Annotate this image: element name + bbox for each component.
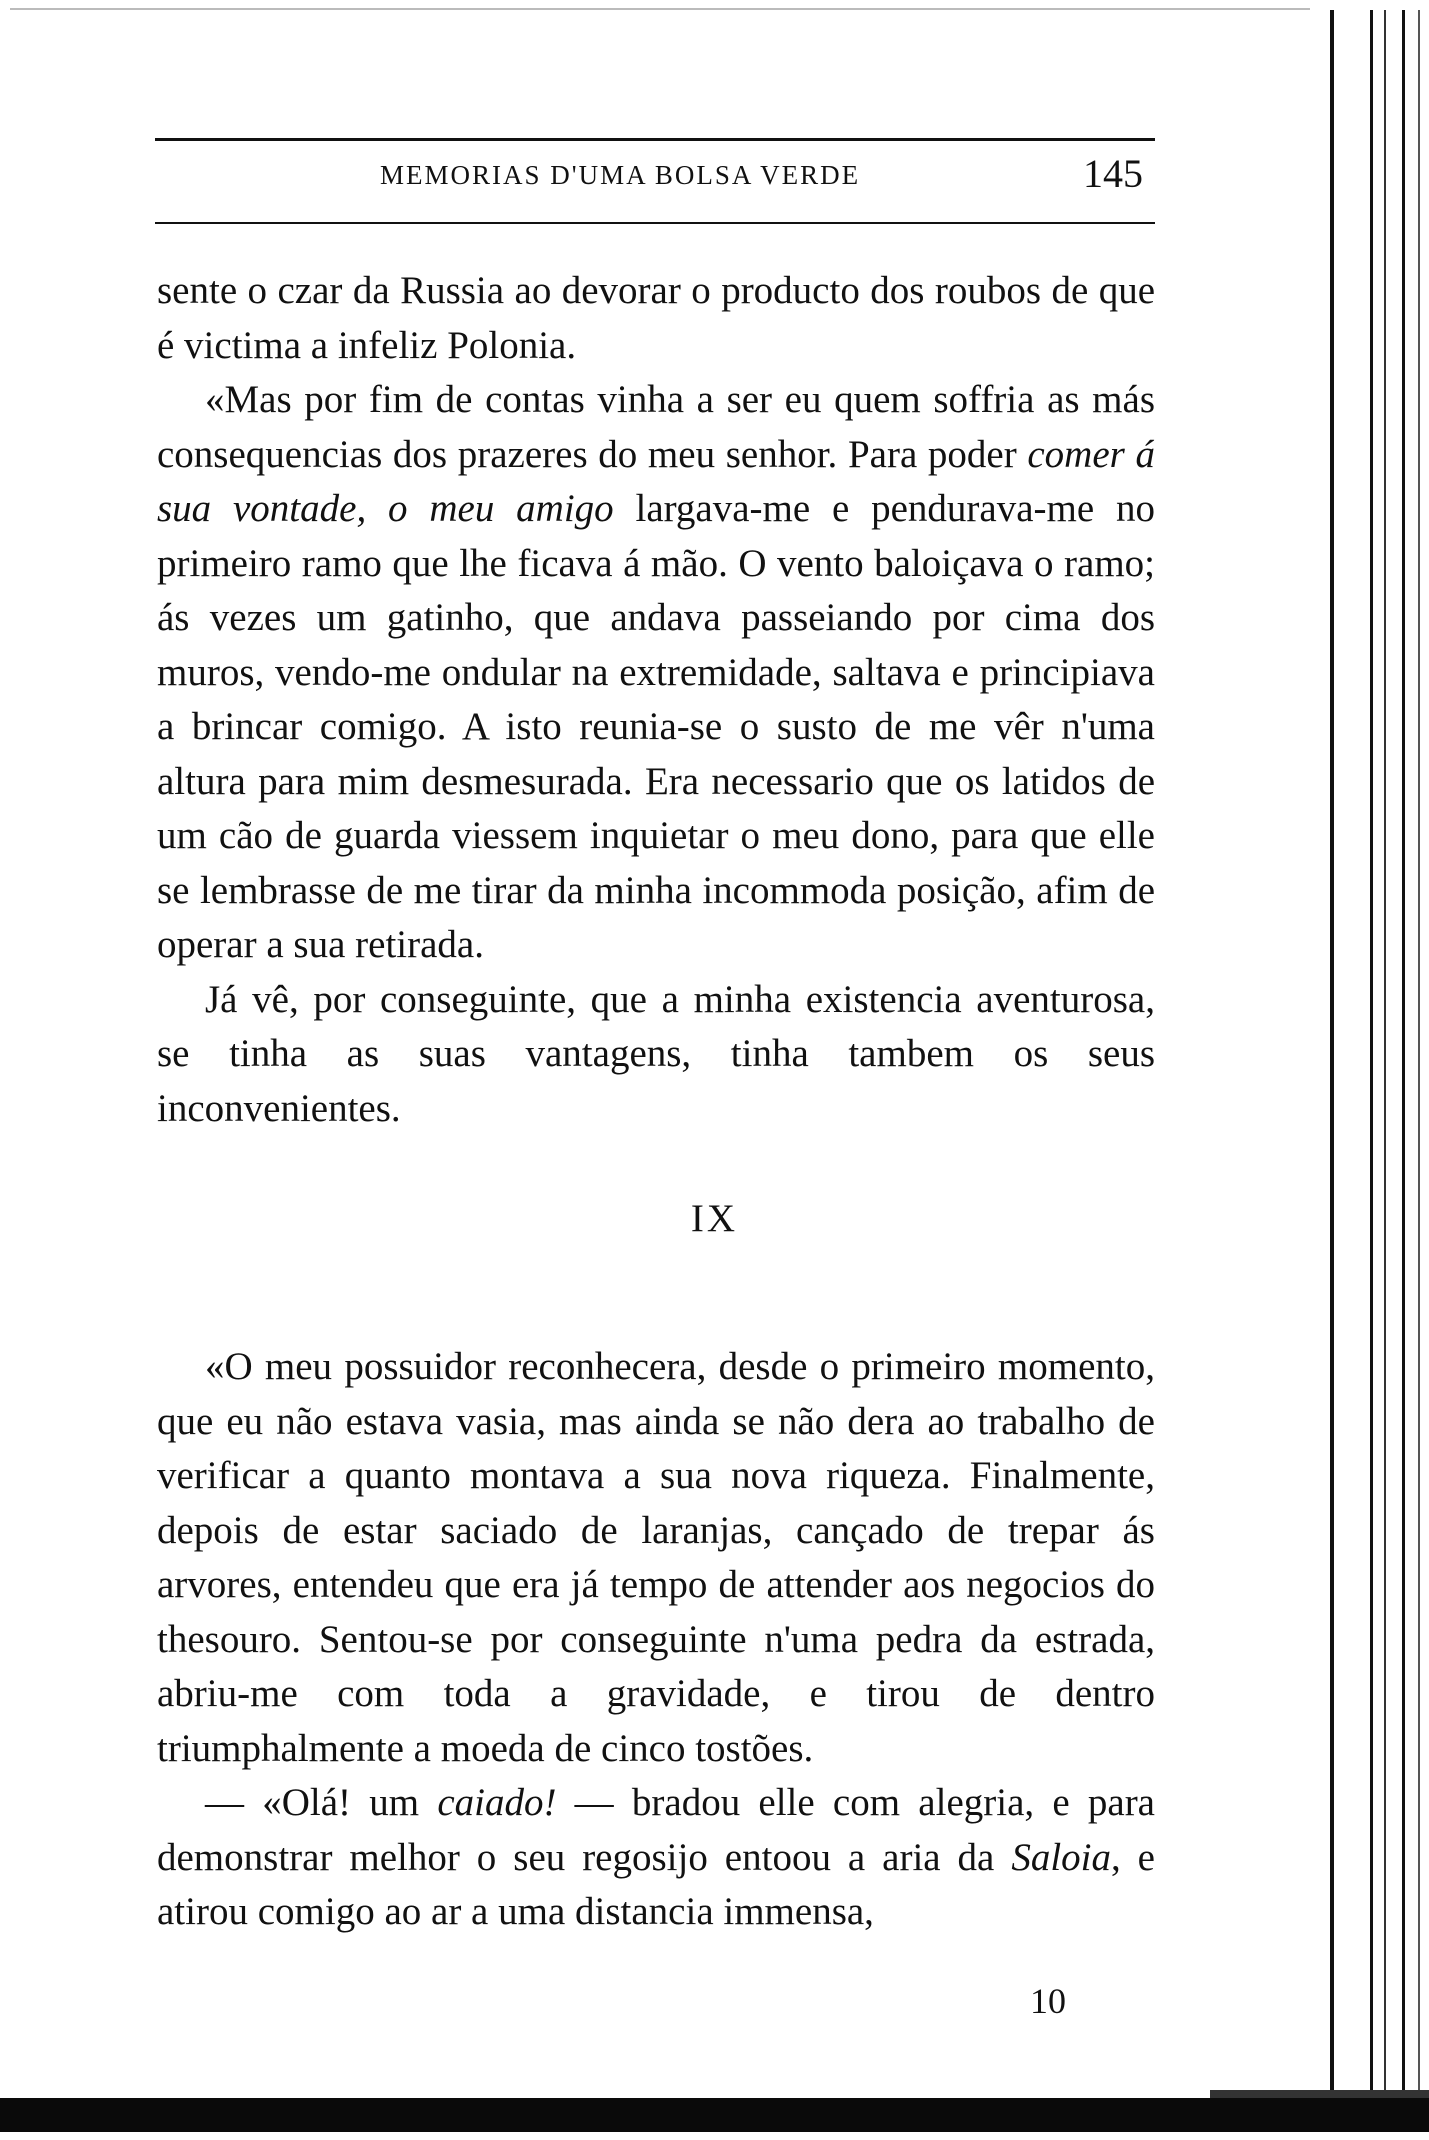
- paragraph: [157, 1340, 1155, 1776]
- paragraph-text: «O meu possuidor reconhecera, desde o primeiro momento, que eu não estava vasia, mas ainda se não dera ao trabalho de verificar a quanto montava a sua nova riqueza. Finalmente, depois de estar saciado de laranjas, cançado de trepar ás arvores, entendeu que era já tempo de attender aos negocios do thesouro. Sentou-se por conseguinte n'uma pedra da estrada, abriu-me com toda a gravidade, e tirou de dentro triumphalmente a moeda de cinco tostões.: [157, 1345, 1155, 1770]
- paragraph: [157, 1776, 1155, 1940]
- paragraph-text: — bradou elle com alegria, e para demonstrar melhor o seu regosijo entoou a aria da: [157, 1781, 1155, 1879]
- page-number: 145: [1083, 151, 1143, 196]
- paragraph-text: sente o czar da Russia ao devorar o producto dos roubos de que é victima a infeliz Polonia.: [157, 269, 1155, 367]
- italic-text: caiado!: [437, 1781, 557, 1824]
- scan-binding-edge: [1418, 10, 1420, 2110]
- scan-top-edge: [10, 8, 1310, 10]
- paragraph-text: «Mas por fim de contas vinha a ser eu quem soffria as más consequencias dos prazeres do meu senhor. Para poder: [157, 378, 1155, 476]
- paragraph-text: , e atirou comigo ao ar a uma distancia immensa,: [157, 1835, 1155, 1933]
- scan-binding-edge: [1330, 10, 1334, 2110]
- scan-bottom-edge: [0, 2098, 1429, 2132]
- header-rule-bottom: [155, 222, 1155, 224]
- running-title: MEMORIAS D'UMA BOLSA VERDE: [380, 160, 861, 190]
- paragraph-text: — «Olá! um: [205, 1781, 438, 1824]
- scan-binding-edge: [1402, 10, 1405, 2130]
- paragraph-text: Já vê, por conseguinte, que a minha existencia aventurosa, se tinha as suas vantagens, tinha tambem os seus inconvenientes.: [157, 977, 1155, 1130]
- chapter-heading: IX: [690, 1197, 739, 1240]
- paragraph: [157, 264, 1155, 373]
- paragraph: [157, 973, 1155, 1137]
- text-block-after-chapter: [157, 1340, 1155, 1940]
- italic-text: Saloia: [1011, 1835, 1111, 1879]
- italic-text: comer á sua vontade, o meu amigo: [157, 432, 1155, 530]
- signature-mark: 10: [1030, 1981, 1066, 2021]
- header-rule-top: [155, 138, 1155, 141]
- paragraph: [157, 373, 1155, 973]
- scan-binding-edge: [1384, 10, 1386, 2100]
- text-block-before-chapter: [157, 264, 1155, 1136]
- paragraph-text: largava-me e pendurava-me no primeiro ramo que lhe ficava á mão. O vento baloiçava o ramo; ás vezes um gatinho, que andava passeiando por cima dos muros, vendo-me ondular na extremidade, saltava e principiava a brincar comigo. A isto reunia-se o susto de me vêr n'uma altura para mim desmesurada. Era necessario que os latidos de um cão de guarda viessem inquietar o meu dono, para que elle se lembrasse de me tirar da minha incommoda posição, afim de operar a sua retirada.: [157, 487, 1155, 966]
- scan-binding-edge: [1370, 10, 1373, 2120]
